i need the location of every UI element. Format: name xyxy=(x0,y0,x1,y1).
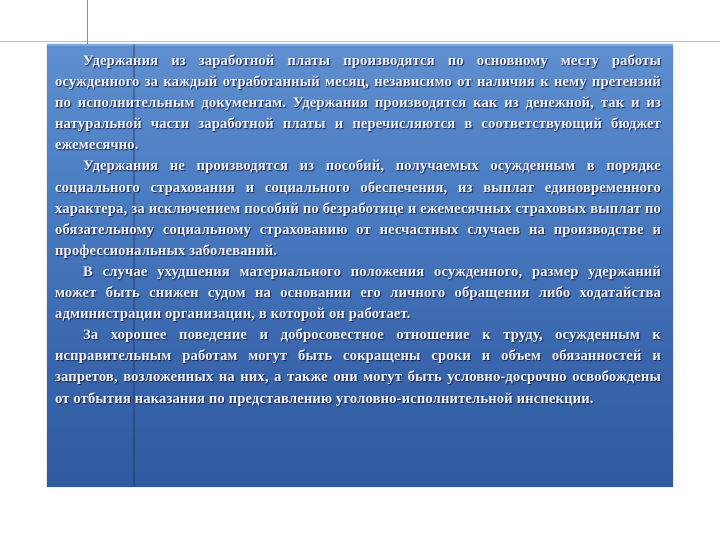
slide-top-rule xyxy=(47,44,673,46)
slide-body-text xyxy=(55,51,661,410)
top-horizontal-rule xyxy=(0,41,720,42)
paragraph-4: За хорошее поведение и добросовестное отношение к труду, осужденным к исправительным работам могут быть сокращены сроки и объем обязанностей и запретов, возложенных на них, а также они могут быть условно-досрочно освобождены от отбытия наказания по представлению уголовно-исполнительной инспекции. xyxy=(55,327,661,407)
paragraph-1: Удержания из заработной платы производятся по основному месту работы осужденного за каждый отработанный месяц, независимо от наличия к нему претензий по исполнительным документам. Удержания производятся как из денежной, так и из натуральной части заработной платы и перечисляются в соответствующий бюджет ежемесячно. xyxy=(55,53,661,154)
paragraph-3: В случае ухудшения материального положения осужденного, размер удержаний может быть снижен судом на основании его личного обращения либо ходатайства администрации организации, в которой он работает. xyxy=(55,263,661,323)
slide-panel xyxy=(47,44,673,487)
paragraph-2: Удержания не производятся из пособий, получаемых осужденным в порядке социального страхования и социального обеспечения, из выплат единовременного характера, за исключением пособий по безработице и ежемесячных страховых выплат по обязательному социальному страхованию от несчастных случаев на производстве и профессиональных заболеваний. xyxy=(55,158,661,259)
top-vertical-rule xyxy=(87,0,88,44)
